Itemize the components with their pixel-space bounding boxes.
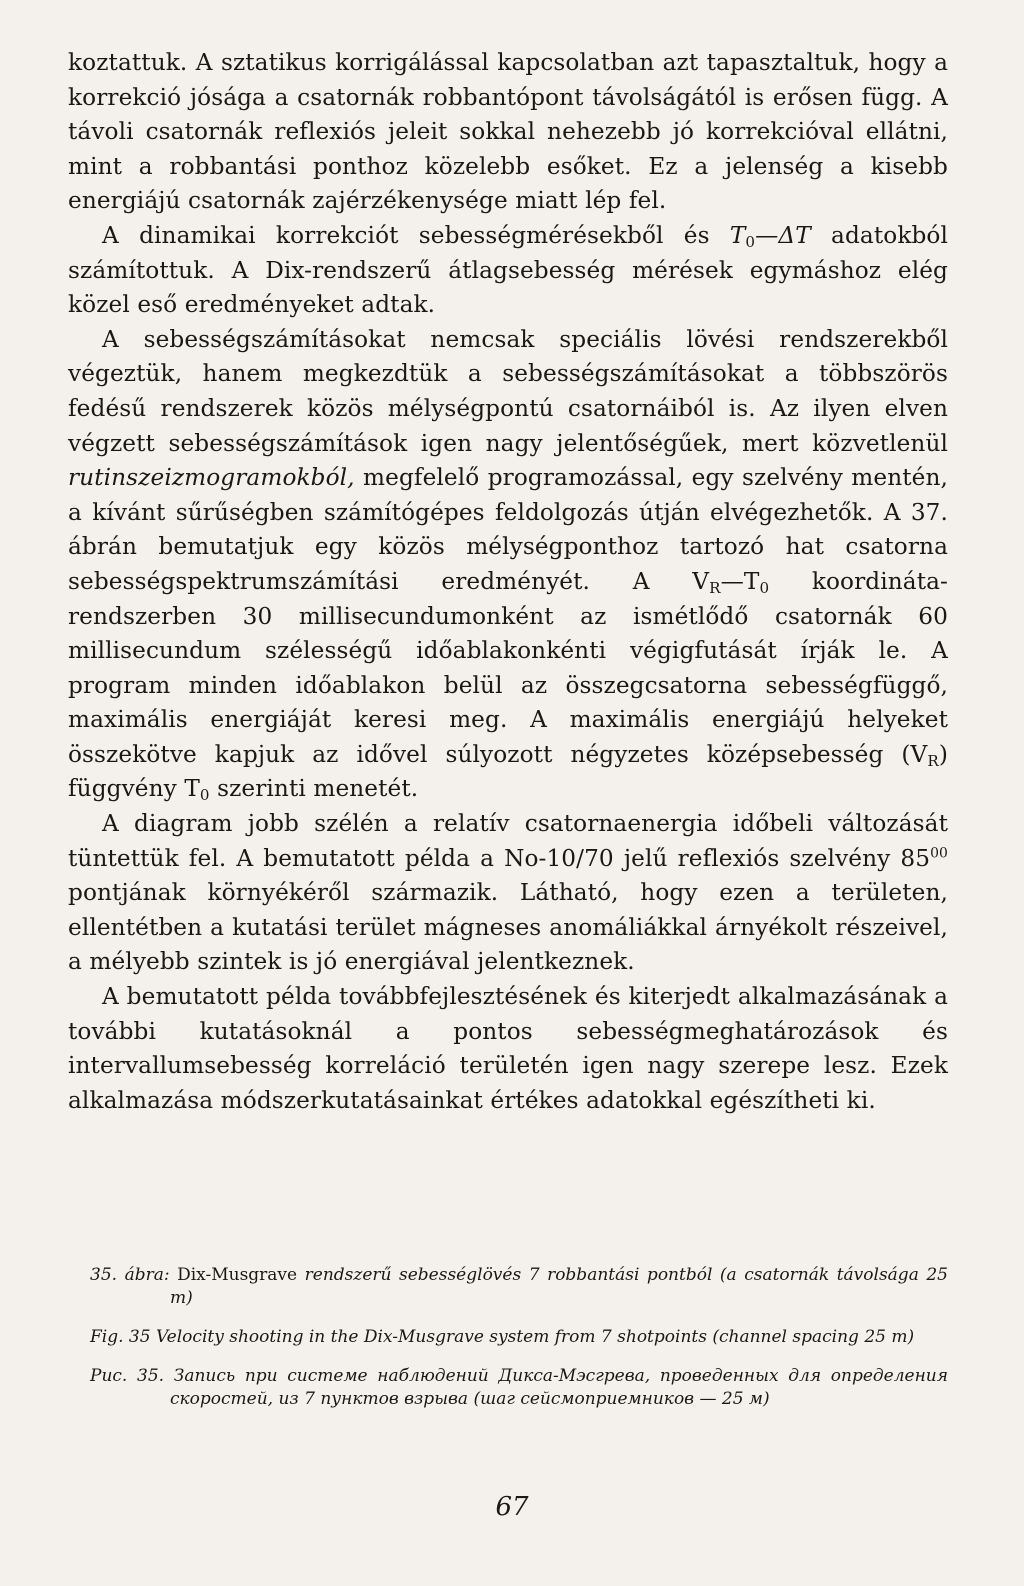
caption-en-text: Velocity shooting in the Dix-Musgrave system from 7 shotpoints (channel spacing 25 m) bbox=[155, 1327, 915, 1347]
page-number: 67 bbox=[495, 1492, 529, 1522]
caption-en-lead: Fig. 35 bbox=[90, 1327, 156, 1347]
caption-ru-lead: Рис. 35. bbox=[90, 1366, 174, 1386]
paragraph-3 bbox=[68, 323, 948, 807]
p3-text-d: koordináta-rendszerben 30 millisecundumonként az ismétlődő csatornák 60 millisecundum szélességű időablakonkénti végigfutását írják le. A program minden időablakon belül az összegcsatorna sebességfüggő, maximális energiáját keresi meg. A maximális energiájú helyeket összekötve kapjuk az idővel súlyozott négyzetes középsebesség (V bbox=[68, 567, 948, 768]
body-text bbox=[68, 46, 948, 1118]
caption-ru-text: Запись при системе наблюдений Дикса-Мэсгрева, проведенных для определения скоростей, из 7 пунктов взрыва (шаг сейсмоприемников — 25 м) bbox=[170, 1366, 949, 1409]
paragraph-4 bbox=[68, 807, 948, 980]
paragraph-2 bbox=[68, 219, 948, 323]
p2-symbol-t: T bbox=[729, 221, 746, 249]
p3-subscript-r: R bbox=[709, 578, 721, 597]
p3-subscript-r2: R bbox=[927, 751, 939, 770]
caption-english bbox=[68, 1326, 948, 1349]
p2-text-a: A dinamikai korrekciót sebességmérésekből és bbox=[102, 221, 730, 249]
figure-captions bbox=[68, 1264, 948, 1427]
p2-symbol-delta-t: —ΔT bbox=[755, 221, 811, 249]
p2-subscript-0: 0 bbox=[745, 232, 756, 251]
p3-text-f: szerinti menetét. bbox=[209, 775, 419, 803]
caption-hu-name: Dix-Musgrave bbox=[177, 1265, 298, 1285]
p3-italic-word: rutinszeizmogramokból, bbox=[68, 464, 355, 492]
caption-hu-text: rendszerű sebességlövés 7 robbantási pontból (a csatornák távolsága 25 m) bbox=[170, 1265, 948, 1308]
p3-text-b: megfelelő programozással, egy szelvény mentén, a kívánt sűrűségben számítógépes feldolgozás útján elvégezhetők. A 37. ábrán bemutatjuk egy közös mélységponthoz tartozó hat csatorna sebességspektrumszámítási eredményét. A V bbox=[68, 464, 948, 595]
p4-text-b: pontjának környékéről származik. Látható, hogy ezen a területen, ellentétben a kutatási terület mágneses anomáliákkal árnyékolt részeivel, a mélyebb szintek is jó energiával jelentkeznek. bbox=[68, 879, 948, 976]
p3-subscript-0: 0 bbox=[759, 578, 770, 597]
paragraph-1: koztattuk. A sztatikus korrigálással kapcsolatban azt tapasztaltuk, hogy a korrekció jósága a csatornák robbantópont távolságától is erősen függ. A távoli csatornák reflexiós jeleit sokkal nehezebb jó korrekcióval ellátni, mint a robbantási ponthoz közelebb esőket. Ez a jelenség a kisebb energiájú csatornák zajérzékenysége miatt lép fel. bbox=[68, 49, 948, 215]
p4-text-a: A diagram jobb szélén a relatív csatornaenergia időbeli változását tüntettük fel. A bemutatott példa a No-10/70 jelű reflexiós szelvény 85 bbox=[68, 810, 948, 872]
p2-text-b: adatokból számítottuk. A Dix-rendszerű átlagsebesség mérések egymáshoz elég közel eső eredményeket adtak. bbox=[68, 221, 948, 319]
p4-superscript: 00 bbox=[930, 845, 948, 862]
paragraph-5: A bemutatott példa továbbfejlesztésének és kiterjedt alkalmazásának a további kutatásoknál a pontos sebességmeghatározások és intervallumsebesség korreláció területén igen nagy szerepe lesz. Ezek alkalmazása módszerkutatásainkat értékes adatokkal egészítheti ki. bbox=[68, 983, 948, 1114]
p3-text-c: —T bbox=[720, 567, 760, 595]
caption-russian bbox=[68, 1365, 948, 1411]
p3-subscript-02: 0 bbox=[199, 786, 210, 805]
p3-text-a: A sebességszámításokat nemcsak speciális lövési rendszerekből végeztük, hanem megkezdtük a sebességszámításokat a többszörös fedésű rendszerek közös mélységpontú csatornáiból is. Az ilyen elven végzett sebességszámítások igen nagy jelentőségűek, mert közvetlenül bbox=[68, 325, 948, 457]
p3-text-e: ) függvény T bbox=[68, 740, 948, 803]
caption-hungarian bbox=[68, 1264, 948, 1310]
caption-hu-lead: 35. ábra: bbox=[90, 1265, 178, 1285]
